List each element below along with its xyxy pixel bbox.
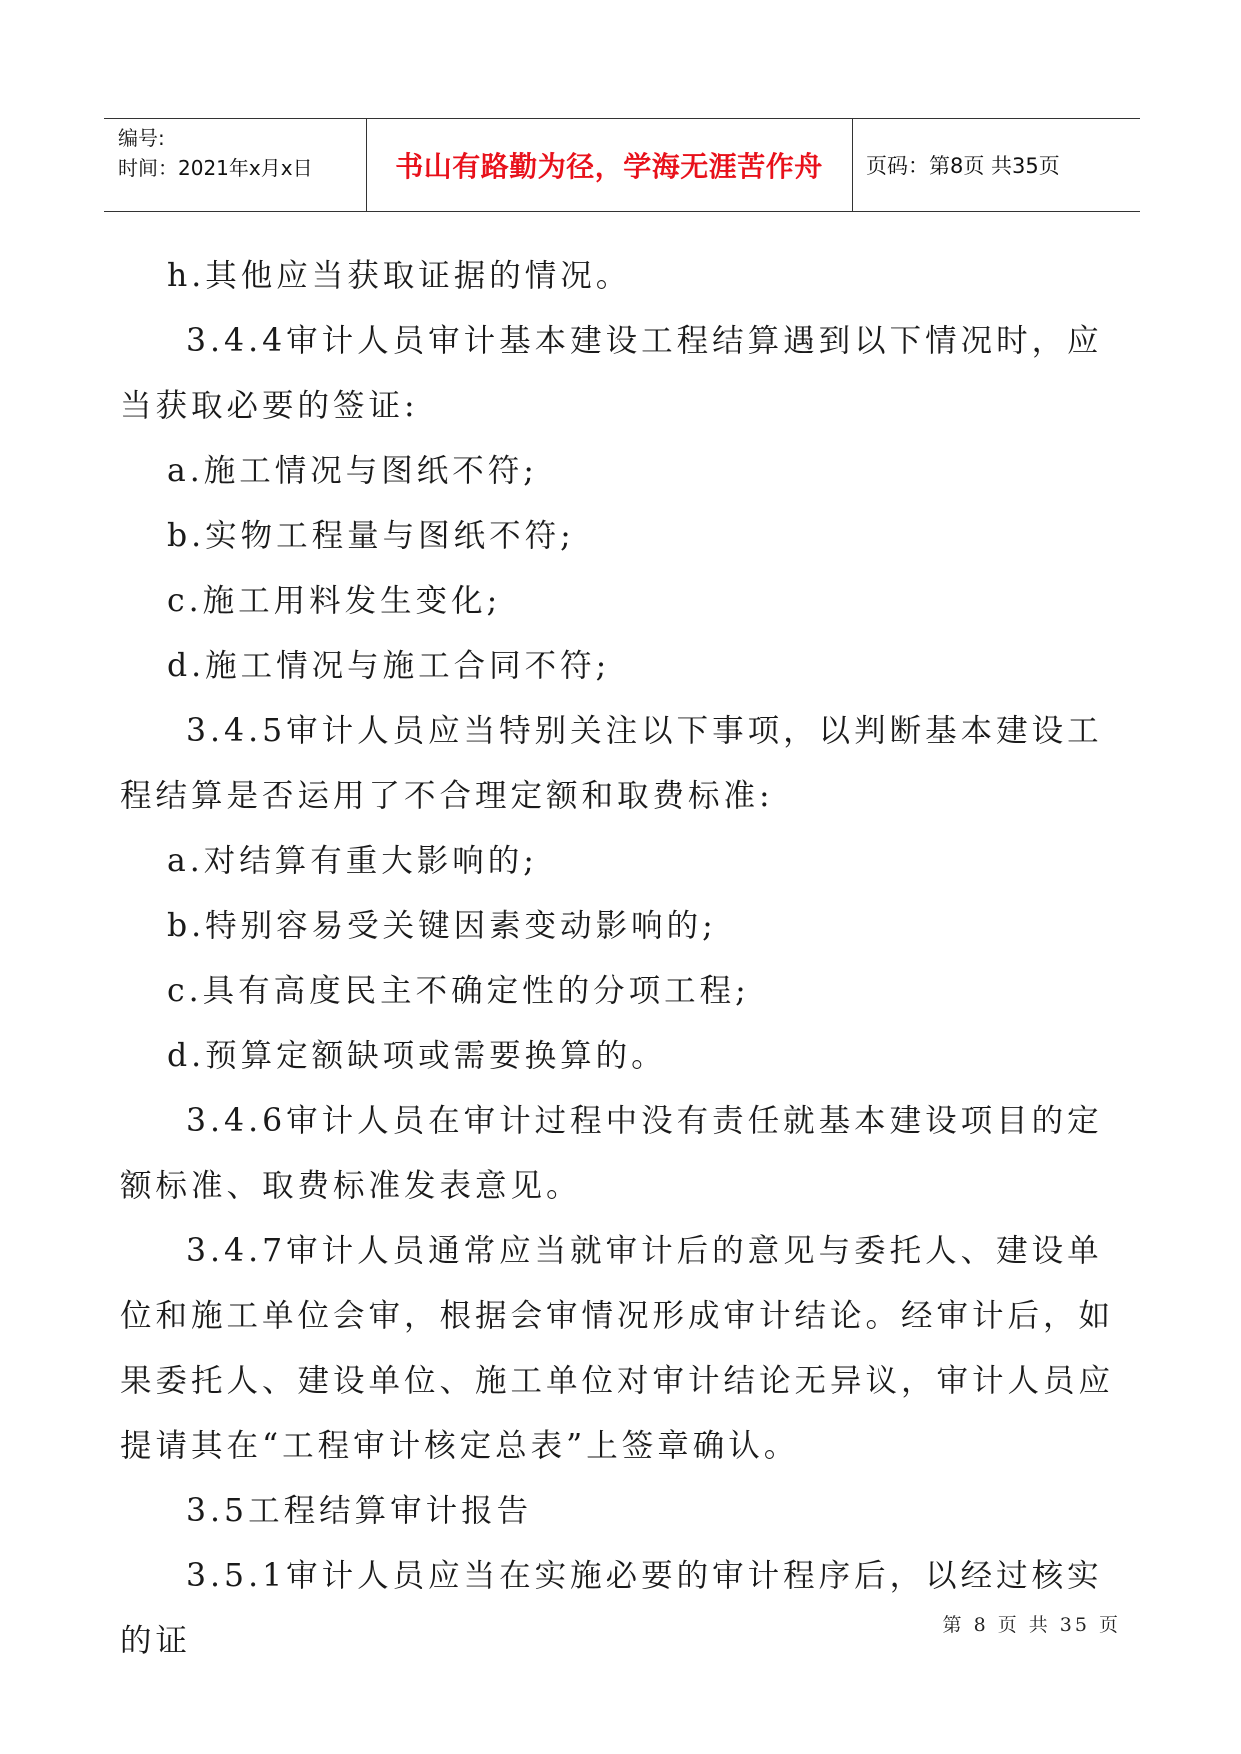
header-divider	[852, 119, 853, 211]
header-page-info: 页码：第8页 共35页	[866, 154, 1060, 178]
paragraph: d.施工情况与施工合同不符;	[167, 648, 611, 684]
paragraph: 3.5.1审计人员应当在实施必要的审计程序后，以经过核实的证	[120, 1558, 1103, 1659]
header-meta	[118, 123, 313, 183]
header-motto: 书山有路勤为径，学海无涯苦作舟	[395, 150, 823, 183]
page-footer: 第 8 页 共 35 页	[942, 1614, 1121, 1636]
paragraph: b.实物工程量与图纸不符;	[167, 518, 575, 554]
serial-number-label: 编号:	[118, 126, 165, 150]
paragraph: d.预算定额缺项或需要换算的。	[167, 1038, 667, 1074]
paragraph: 3.4.5审计人员应当特别关注以下事项，以判断基本建设工程结算是否运用了不合理定额和取费标准:	[120, 713, 1103, 814]
paragraph: 3.5工程结算审计报告	[186, 1493, 533, 1529]
page-header	[104, 118, 1140, 212]
paragraph: a.施工情况与图纸不符;	[167, 453, 538, 489]
paragraph: 3.4.6审计人员在审计过程中没有责任就基本建设项目的定额标准、取费标准发表意见。	[120, 1103, 1103, 1204]
paragraph: 3.4.7审计人员通常应当就审计后的意见与委托人、建设单位和施工单位会审，根据会审情况形成审计结论。经审计后，如果委托人、建设单位、施工单位对审计结论无异议，审计人员应提请其在“工程审计核定总表”上签章确认。	[120, 1233, 1115, 1464]
paragraph: a.对结算有重大影响的;	[167, 843, 538, 879]
paragraph: c.具有高度民主不确定性的分项工程;	[167, 973, 750, 1009]
paragraph: h.其他应当获取证据的情况。	[167, 258, 632, 294]
paragraph: 3.4.4审计人员审计基本建设工程结算遇到以下情况时，应当获取必要的签证:	[120, 323, 1103, 424]
paragraph: b.特别容易受关键因素变动影响的;	[167, 908, 717, 944]
document-body	[120, 244, 1132, 1674]
time-label: 时间：2021年x月x日	[118, 156, 313, 180]
paragraph: c.施工用料发生变化;	[167, 583, 502, 619]
